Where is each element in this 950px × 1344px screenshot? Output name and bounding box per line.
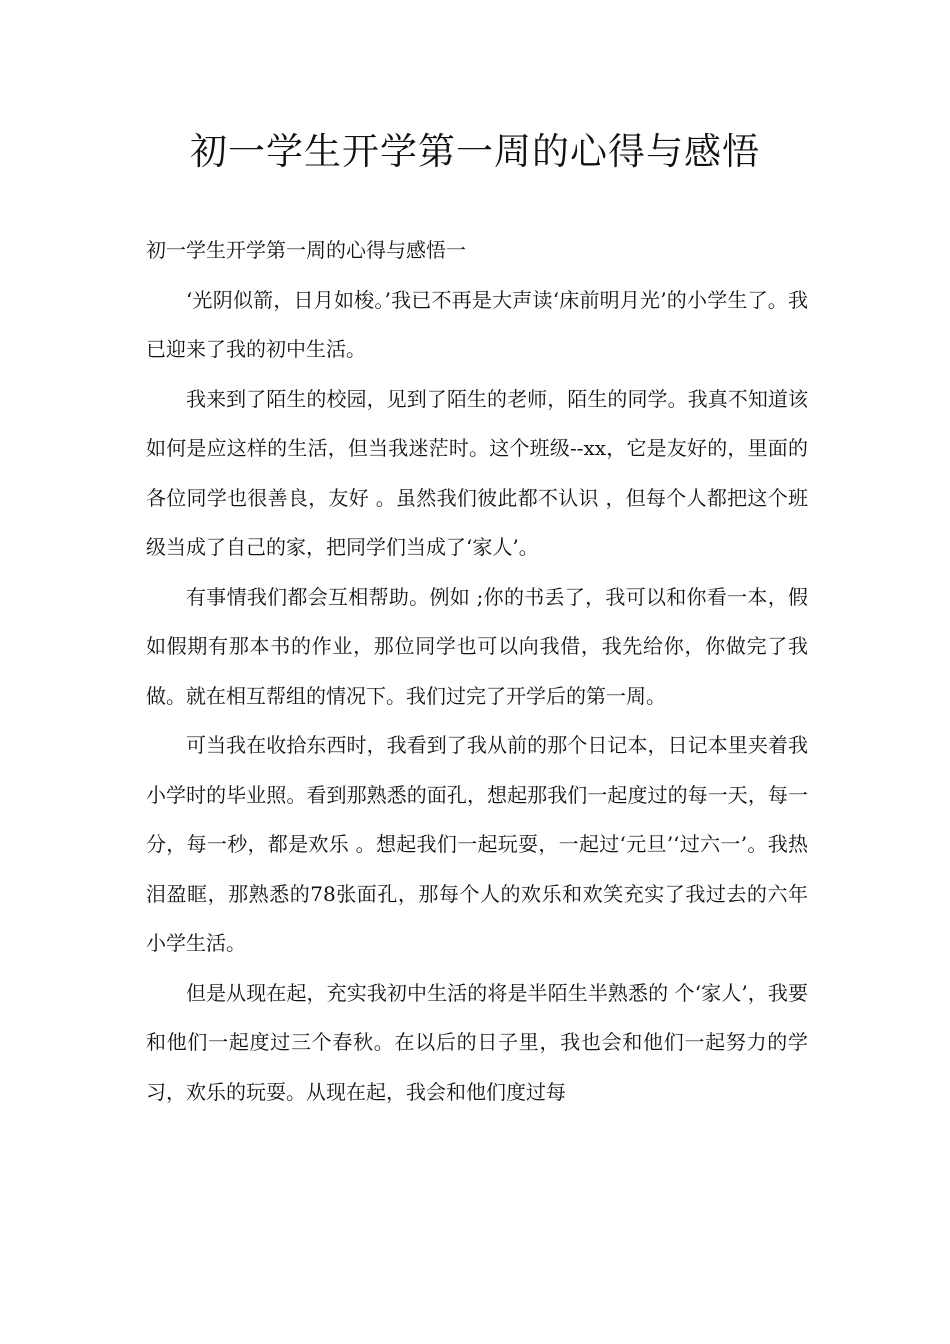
paragraph-3: 有事情我们都会互相帮助。例如 ;你的书丢了，我可以和你看一本，假如假期有那本书的作业，那位同学也可以向我借，我先给你，你做完了我做。就在相互帮组的情况下。我们过完了开学后的第一周。 <box>146 584 808 708</box>
document-body <box>146 226 808 1117</box>
document-title: 初一学生开学第一周的心得与感悟 <box>190 130 760 173</box>
paragraph-2: 我来到了陌生的校园，见到了陌生的老师，陌生的同学。我真不知道该如何是应这样的生活，但当我迷茫时。这个班级--xx，它是友好的，里面的各位同学也很善良，友好 。虽然我们彼此都不认识 ，但每个人都把这个班级当成了自己的家，把同学们当成了‘家人’。 <box>146 386 808 559</box>
paragraph-4: 可当我在收拾东西时，我看到了我从前的那个日记本，日记本里夹着我小学时的毕业照。看到那熟悉的面孔，想起那我们一起度过的每一天，每一分，每一秒，都是欢乐 。想起我们一起玩耍，一起过‘元旦’‘过六一’。我热泪盈眶，那熟悉的78张面孔，那每个人的欢乐和欢笑充实了我过去的六年小学生活。 <box>146 733 808 955</box>
paragraph-1: ‘光阴似箭，日月如梭。’我已不再是大声读‘床前明月光’的小学生了。我已迎来了我的初中生活。 <box>146 287 808 361</box>
section-heading: 初一学生开学第一周的心得与感悟一 <box>146 238 466 262</box>
paragraph-5: 但是从现在起，充实我初中生活的将是半陌生半熟悉的 个‘家人’，我要和他们一起度过三个春秋。在以后的日子里，我也会和他们一起努力的学习，欢乐的玩耍。从现在起，我会和他们度过每 <box>146 980 808 1104</box>
